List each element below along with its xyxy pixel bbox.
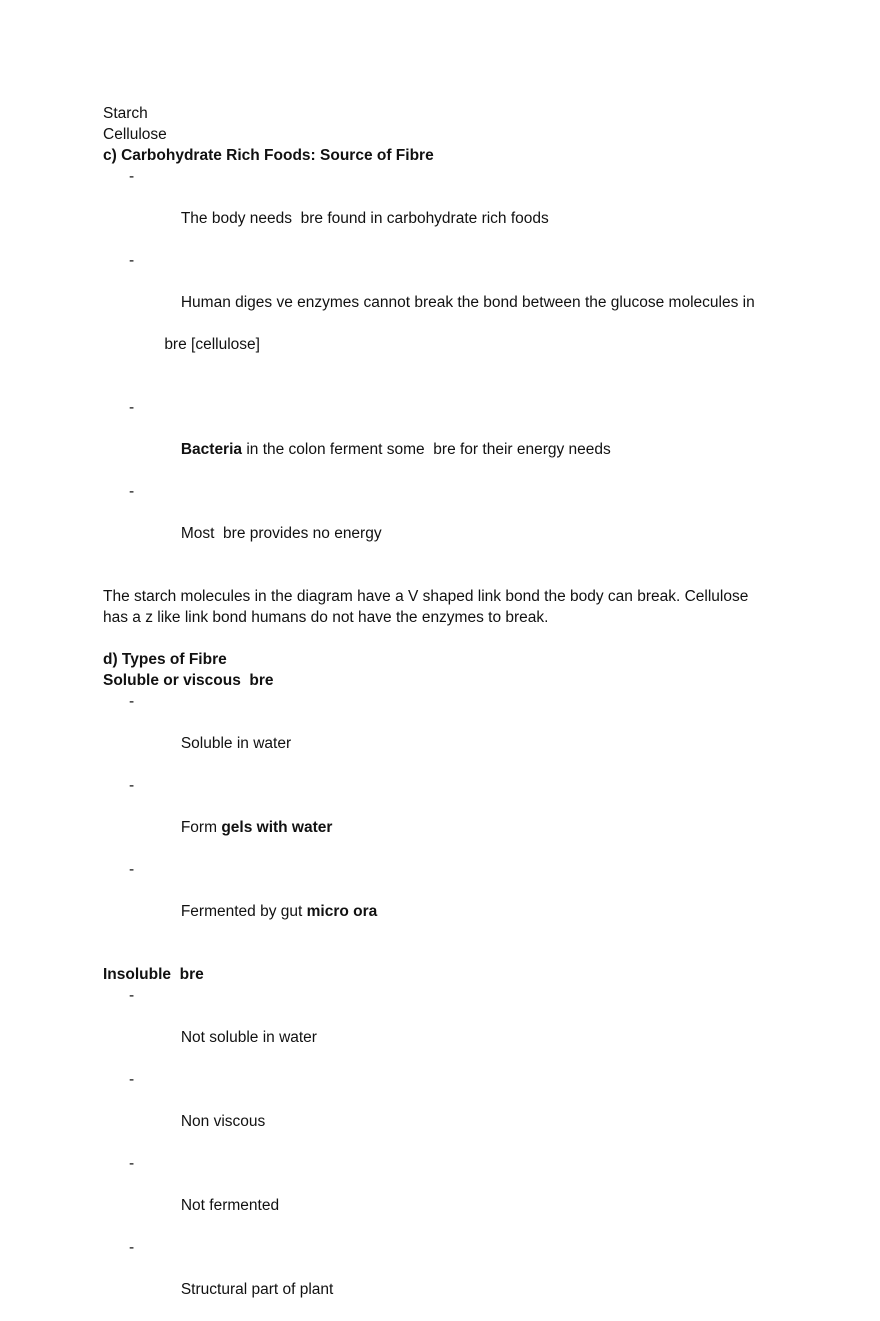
cellulose-label: Cellulose — [103, 126, 167, 143]
list-item — [103, 691, 783, 775]
list-item — [103, 985, 783, 1069]
list-item-text: The body needs bre found in carbohydrate rich foods — [180, 210, 549, 227]
section-c-heading: c) Carbohydrate Rich Foods: Source of Fibre — [103, 147, 434, 164]
list-item — [103, 481, 783, 565]
list-item — [103, 166, 783, 250]
list-item — [103, 250, 783, 397]
list-item-bold: micro ora — [306, 903, 378, 920]
list-item-text: Soluble in water — [180, 735, 292, 752]
list-dash: - — [129, 777, 135, 794]
list-dash: - — [129, 987, 135, 1004]
section-d-heading: d) Types of Fibre — [103, 651, 227, 668]
list-item-text: Structural part of plant — [180, 1281, 334, 1298]
document-page — [103, 103, 783, 1321]
list-dash: - — [129, 1155, 135, 1172]
list-item-bold: gels with water — [221, 819, 333, 836]
list-item-bold: Bacteria — [180, 441, 243, 458]
list-item-text: Fermented by gut — [180, 903, 307, 920]
list-dash: - — [129, 693, 135, 710]
diagram-explanation-paragraph: The starch molecules in the diagram have a V shaped link bond the body can break. Cellulose has a z like link bond humans do not have the enzymes to break. — [103, 588, 749, 626]
list-item-text: Non viscous — [180, 1113, 266, 1130]
list-item-text: Human diges ve enzymes cannot break the bond between the glucose molecules in — [180, 294, 755, 311]
list-item-text: Not soluble in water — [180, 1029, 317, 1046]
starch-label: Starch — [103, 105, 148, 122]
list-item-continuation: bre [cellulose] — [160, 336, 260, 353]
list-item — [103, 397, 783, 481]
list-dash: - — [129, 1071, 135, 1088]
insoluble-fibre-list — [103, 985, 783, 1321]
section-c-list — [103, 166, 783, 565]
list-dash: - — [129, 168, 135, 185]
list-dash: - — [129, 1239, 135, 1256]
list-item — [103, 1069, 783, 1153]
soluble-fibre-list — [103, 691, 783, 943]
list-dash: - — [129, 252, 135, 269]
list-item-text: Not fermented — [180, 1197, 280, 1214]
list-dash: - — [129, 483, 135, 500]
list-item — [103, 775, 783, 859]
list-item-text: Form — [180, 819, 222, 836]
list-dash: - — [129, 399, 135, 416]
list-dash: - — [129, 861, 135, 878]
list-item — [103, 1153, 783, 1237]
insoluble-fibre-heading: Insoluble bre — [103, 966, 204, 983]
list-item — [103, 859, 783, 943]
soluble-fibre-heading: Soluble or viscous bre — [103, 672, 274, 689]
list-item — [103, 1237, 783, 1321]
list-item-text: in the colon ferment some bre for their energy needs — [242, 441, 611, 458]
list-item-text: Most bre provides no energy — [180, 525, 382, 542]
